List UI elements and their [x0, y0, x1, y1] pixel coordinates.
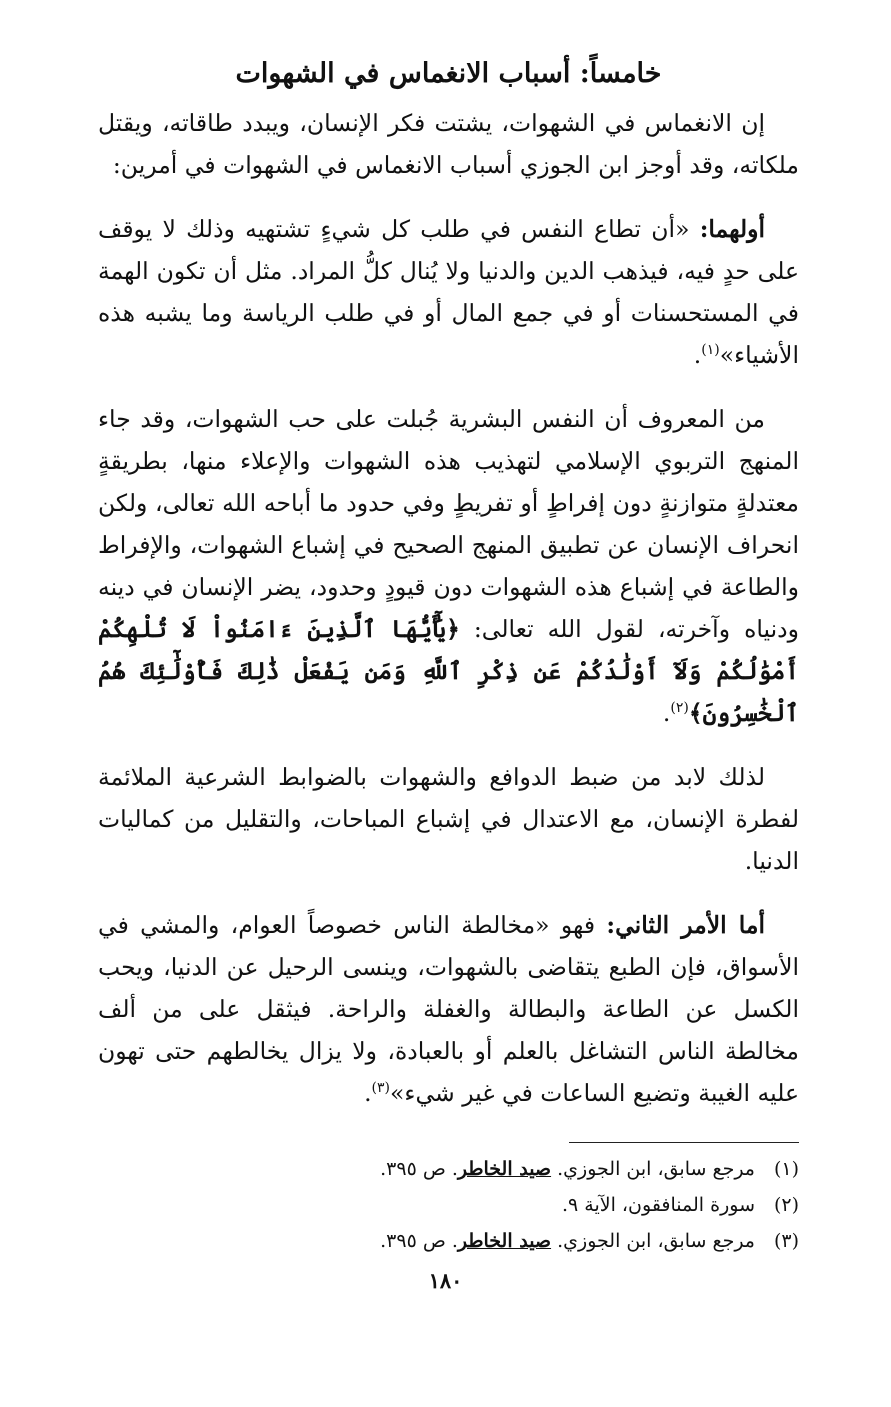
paragraph-first-reason — [98, 208, 799, 376]
footnote-book-title: صيد الخاطر — [457, 1158, 552, 1180]
footnote-item — [98, 1187, 799, 1223]
footnote-text — [380, 1151, 755, 1187]
paragraph-text: فهو «مخالطة الناس خصوصاً العوام، والمشي في الأسواق، فإن الطبع يتقاضى بالشهوات، وينسى الرحيل عن الدنيا، ويحب الكسل عن الطاعة والبطالة والغفلة والراحة. فيثقل على من ألف مخالطة الناس التشاغل بالعلم أو بالعبادة، ولا يزال يخالطهم حتى تهون عليه الغيبة وتضيع الساعات في غير شيء» — [98, 911, 799, 1107]
page-number: ١٨٠ — [428, 1268, 463, 1293]
footnote-divider — [569, 1142, 799, 1143]
paragraph-lead: أما الأمر الثاني: — [606, 911, 765, 939]
footnote-ref: (١) — [701, 342, 720, 359]
footnote-page: . ص ٣٩٥. — [380, 1158, 458, 1180]
footnote-text — [380, 1223, 755, 1259]
footnote-number: (٣) — [773, 1230, 799, 1252]
footnote-page: . ص ٣٩٥. — [380, 1230, 458, 1252]
footnote-number: (١) — [773, 1158, 799, 1180]
footnote-number: (٢) — [773, 1194, 799, 1216]
paragraph-intro: إن الانغماس في الشهوات، يشتت فكر الإنسان، ويبدد طاقاته، ويقتل ملكاته، وقد أوجز ابن الجوزي أسباب الانغماس في الشهوات في أمرين: — [98, 109, 799, 179]
footnote-item — [98, 1151, 799, 1187]
section-heading: خامساً: أسباب الانغماس في الشهوات — [235, 58, 662, 89]
paragraph-conclusion: لذلك لابد من ضبط الدوافع والشهوات بالضوابط الشرعية الملائمة لفطرة الإنسان، مع الاعتدال في إشباع المباحات، والتقليل من كماليات الدنيا. — [98, 763, 799, 875]
footnote-ref: (٣) — [371, 1080, 391, 1097]
paragraph-end: . — [364, 1079, 372, 1107]
paragraph-text: «أن تطاع النفس في طلب كل شيءٍ تشتهيه وذلك لا يوقف على حدٍ فيه، فيذهب الدين والدنيا ولا يُنال كلُّ المراد. مثل أن تكون الهمة في المستحسنات أو في جمع المال أو في طلب الرياسة وما يشبه هذه الأشياء» — [98, 215, 799, 369]
footnote-source: مرجع سابق، ابن الجوزي. — [557, 1158, 755, 1180]
footnote-ref: (٢) — [670, 700, 689, 717]
footnotes — [98, 1151, 799, 1259]
paragraph-end: . — [693, 341, 702, 369]
paragraph-second-reason — [98, 904, 799, 1114]
paragraph-lead: أولهما: — [699, 215, 765, 243]
quran-verse: ﴿يَٰٓأَيُّهَا ٱلَّذِينَ ءَامَنُواْ لَا تُلْهِكُمْ أَمْوَٰلُكُمْ وَلَآ أَوْلَٰدُكُمْ عَن ذِكْرِ ٱللَّهِ وَمَن يَفْعَلْ ذَٰلِكَ فَأُوْلَٰٓئِكَ هُمُ ٱلْخَٰسِرُونَ﴾ — [98, 615, 799, 727]
paragraph-end: . — [662, 699, 671, 727]
footnote-text: سورة المنافقون، الآية ٩. — [561, 1194, 755, 1216]
paragraph-quran — [98, 398, 799, 734]
paragraph-text: من المعروف أن النفس البشرية جُبلت على حب الشهوات، وقد جاء المنهج التربوي الإسلامي لتهذيب هذه الشهوات والإعلاء منها، بطريقةٍ معتدلةٍ متوازنةٍ دون إفراطٍ أو تفريطٍ وفي حدود ما أباحه الله تعالى، ولكن انحراف الإنسان عن تطبيق المنهج الصحيح في إشباع الشهوات، والإفراط والطاعة في إشباع هذه الشهوات دون قيودٍ وحدود، يضر الإنسان في دينه ودنياه وآخرته، لقول الله تعالى: — [98, 405, 799, 643]
footnote-book-title: صيد الخاطر — [457, 1230, 552, 1252]
footnote-item — [98, 1223, 799, 1259]
footnote-source: مرجع سابق، ابن الجوزي. — [557, 1230, 755, 1252]
